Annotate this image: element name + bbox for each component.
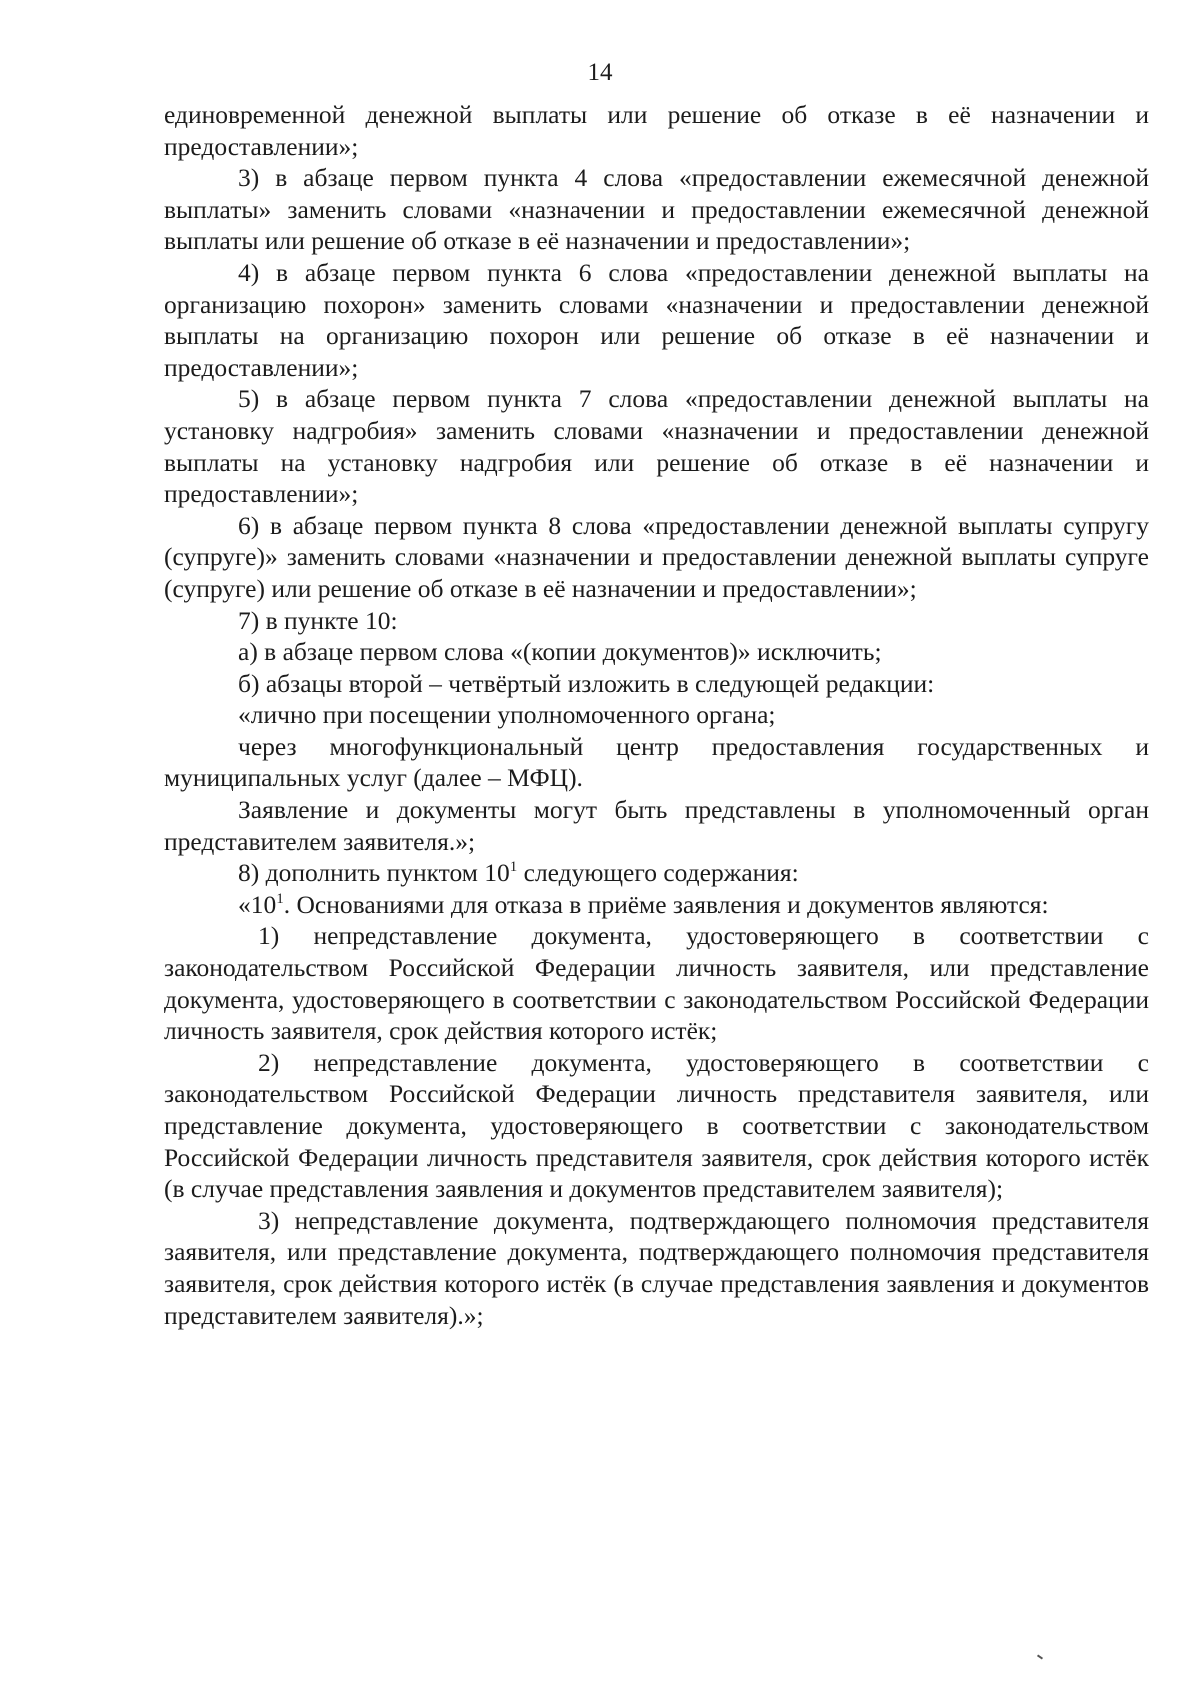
superscript: 1 [276, 890, 284, 907]
paragraph-subitem-b: б) абзацы второй – четвёртый изложить в следующей редакции: [238, 668, 935, 698]
paragraph-item-8-text: 8) дополнить пунктом 10 [238, 858, 510, 888]
superscript: 1 [509, 859, 518, 876]
paragraph-mfc: через многофункциональный центр предоставления государственных и муниципальных услуг (далее – МФЦ). [164, 731, 1149, 793]
page-number: 14 [587, 59, 613, 86]
paragraph-quote-in-person: «лично при посещении уполномоченного органа; [238, 700, 776, 730]
paragraph-subitem-a: а) в абзаце первом слова «(копии документов)» исключить; [238, 637, 882, 667]
paragraph-item-5: 5) в абзаце первом пункта 7 слова «предоставлении денежной выплаты на установку надгробия» заменить словами «назначении и предоставлении денежной выплаты на установку надгробия или решение об отказе в её назначении и предоставлении»; [164, 384, 1149, 509]
paragraph-item-8 [164, 857, 1149, 889]
paragraph-ground-1: 1) непредставление документа, удостоверяющего в соответствии с законодательством Российской Федерации личность заявителя, или представление документа, удостоверяющего в соответствии с законодательством Российской Федерации личность заявителя, срок действия которого истёк; [164, 921, 1149, 1046]
scan-mark [1037, 1654, 1043, 1659]
paragraph-item-7: 7) в пункте 10: [238, 605, 398, 635]
paragraph-point-10-1-text: «10 [238, 889, 277, 919]
paragraph-continuation: единовременной денежной выплаты или решение об отказе в её назначении и предоставлении»; [164, 100, 1149, 161]
document-body [164, 99, 1149, 1331]
paragraph-item-4: 4) в абзаце первом пункта 6 слова «предоставлении денежной выплаты на организацию похорон» заменить словами «назначении и предоставлении денежной выплаты на организацию похорон или решение об отказе в её назначении и предоставлении»; [164, 257, 1149, 382]
paragraph-ground-2: 2) непредставление документа, удостоверяющего в соответствии с законодательством Российской Федерации личность представителя заявителя, или представление документа, удостоверяющего в соответствии с законодательством Российской Федерации личность представителя заявителя, срок действия которого истёк (в случае представления заявления и документов представителем заявителя); [164, 1047, 1149, 1204]
paragraph-representative: Заявление и документы могут быть представлены в уполномоченный орган представителем заявителя.»; [164, 795, 1149, 856]
paragraph-item-3: 3) в абзаце первом пункта 4 слова «предоставлении ежемесячной денежной выплаты» заменить словами «назначении и предоставлении ежемесячной денежной выплаты или решение об отказе в её назначении и предоставлении»; [164, 163, 1149, 256]
paragraph-item-6: 6) в абзаце первом пункта 8 слова «предоставлении денежной выплаты супругу (супруге)» заменить словами «назначении и предоставлении денежной выплаты супруге (супруге) или решение об отказе в её назначении и предоставлении»; [164, 510, 1149, 603]
paragraph-ground-3: 3) непредставление документа, подтверждающего полномочия представителя заявителя, или представление документа, подтверждающего полномочия представителя заявителя, срок действия которого истёк (в случае представления заявления и документов представителем заявителя).»; [164, 1205, 1149, 1330]
paragraph-point-10-1-tail: . Основаниями для отказа в приёме заявления и документов являются: [283, 889, 1049, 919]
paragraph-point-10-1 [164, 889, 1149, 921]
paragraph-item-8-tail: следующего содержания: [517, 858, 799, 888]
